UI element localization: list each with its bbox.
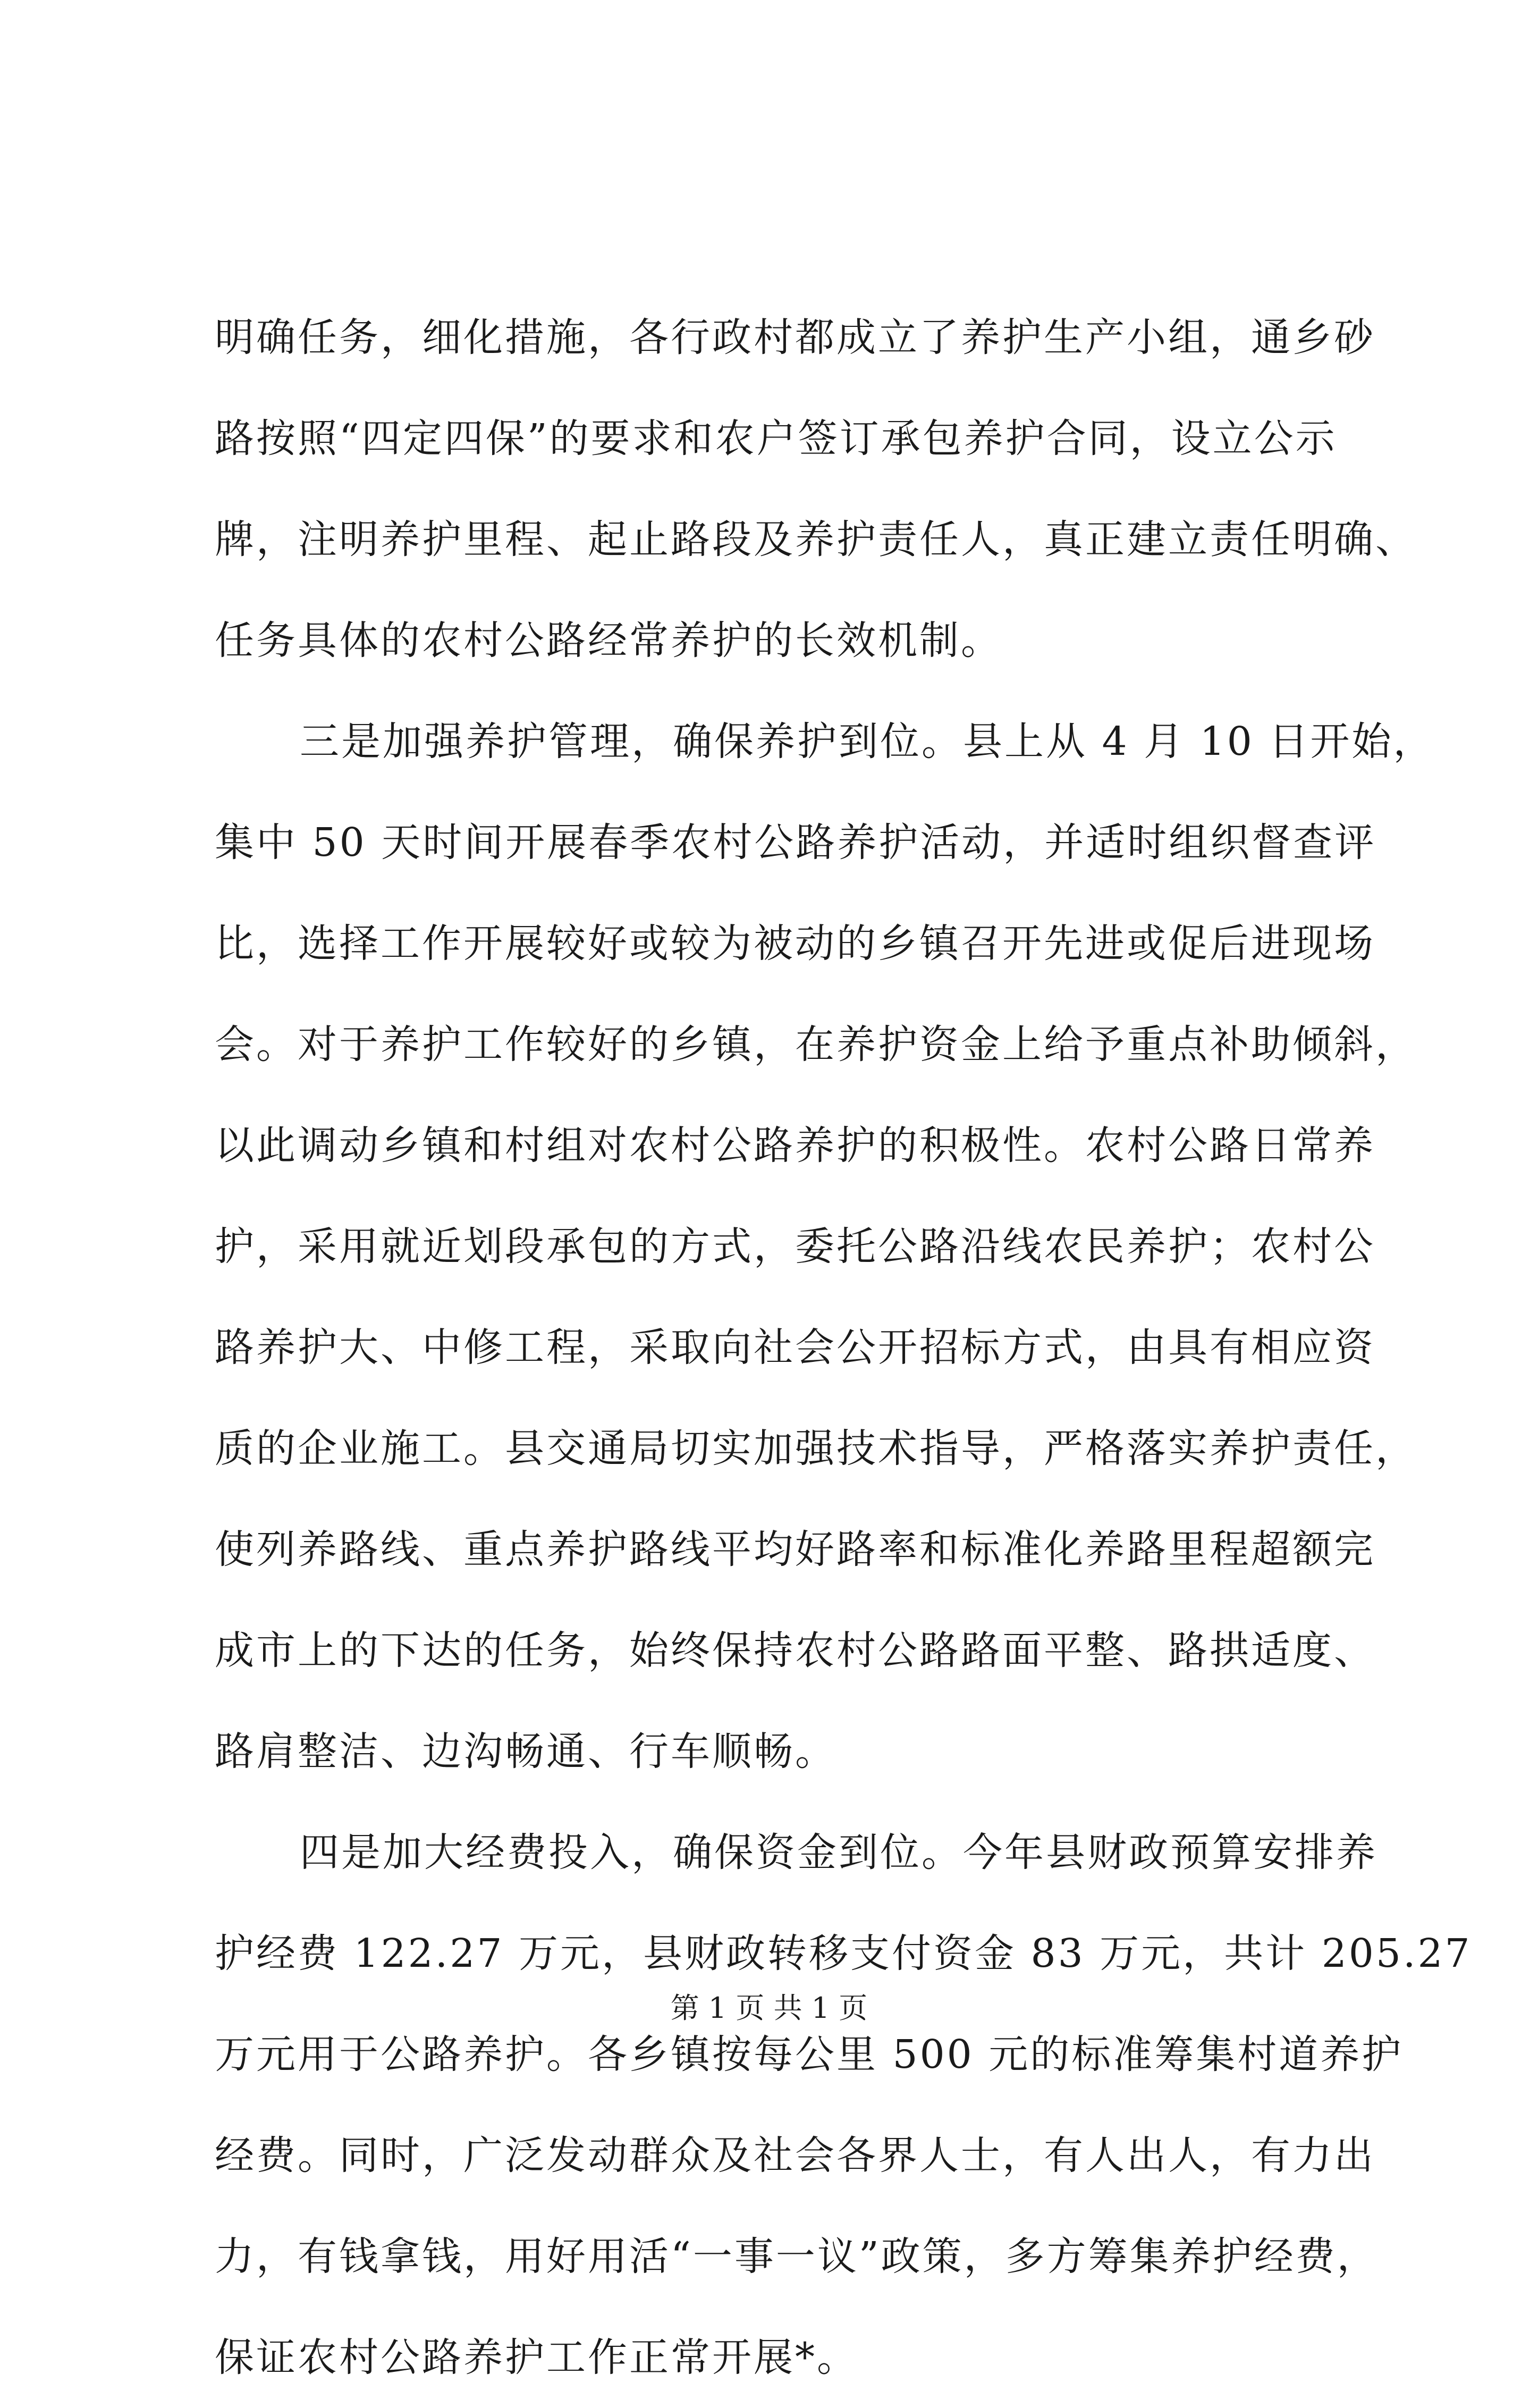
- text-line: 四是加大经费投入，确保资金到位。今年县财政预算安排养: [300, 1830, 1378, 1875]
- text-line: 保证农村公路养护工作正常开展*。: [215, 2335, 858, 2380]
- text-line: 路按照“四定四保”的要求和农户签订承包养护合同，设立公示: [215, 416, 1337, 461]
- paragraph-1: [215, 287, 1417, 691]
- text-line: 护经费 122.27 万元，县财政转移支付资金 83 万元，共计 205.27: [215, 1931, 1472, 1976]
- text-line: 成市上的下达的任务，始终保持农村公路路面平整、路拱适度、: [215, 1628, 1375, 1673]
- text-line: 会。对于养护工作较好的乡镇，在养护资金上给予重点补助倾斜，: [215, 1022, 1417, 1067]
- page-footer: [0, 1987, 1538, 2030]
- text-line: 护，采用就近划段承包的方式，委托公路沿线农民养护；农村公: [215, 1224, 1375, 1269]
- text-line: 路养护大、中修工程，采取向社会公开招标方式，由具有相应资: [215, 1325, 1375, 1370]
- text-line: 比，选择工作开展较好或较为被动的乡镇召开先进或促后进现场: [215, 921, 1375, 966]
- text-line: 力，有钱拿钱，用好用活“一事一议”政策，多方筹集养护经费，: [215, 2234, 1379, 2279]
- document-body: [215, 287, 1472, 2408]
- text-line: 使列养路线、重点养护路线平均好路率和标准化养路里程超额完: [215, 1527, 1375, 1572]
- paragraph-3: [215, 1802, 1472, 2408]
- paragraph-2: [215, 691, 1435, 1802]
- page-number-label: 第 1 页 共 1 页: [670, 1991, 868, 2025]
- text-line: 三是加强养护管理，确保养护到位。县上从 4 月 10 日开始，: [300, 719, 1435, 764]
- text-line: 明确任务，细化措施，各行政村都成立了养护生产小组，通乡砂: [215, 315, 1375, 360]
- text-line: 集中 50 天时间开展春季农村公路养护活动，并适时组织督查评: [215, 820, 1376, 865]
- text-line: 路肩整洁、边沟畅通、行车顺畅。: [215, 1729, 836, 1774]
- text-line: 万元用于公路养护。各乡镇按每公里 500 元的标准筹集村道养护: [215, 2032, 1404, 2077]
- text-line: 牌，注明养护里程、起止路段及养护责任人，真正建立责任明确、: [215, 517, 1417, 562]
- text-line: 任务具体的农村公路经常养护的长效机制。: [215, 618, 1002, 663]
- text-line: 质的企业施工。县交通局切实加强技术指导，严格落实养护责任，: [215, 1426, 1417, 1471]
- text-line: 经费。同时，广泛发动群众及社会各界人士，有人出人，有力出: [215, 2133, 1375, 2178]
- text-line: 以此调动乡镇和村组对农村公路养护的积极性。农村公路日常养: [215, 1123, 1375, 1168]
